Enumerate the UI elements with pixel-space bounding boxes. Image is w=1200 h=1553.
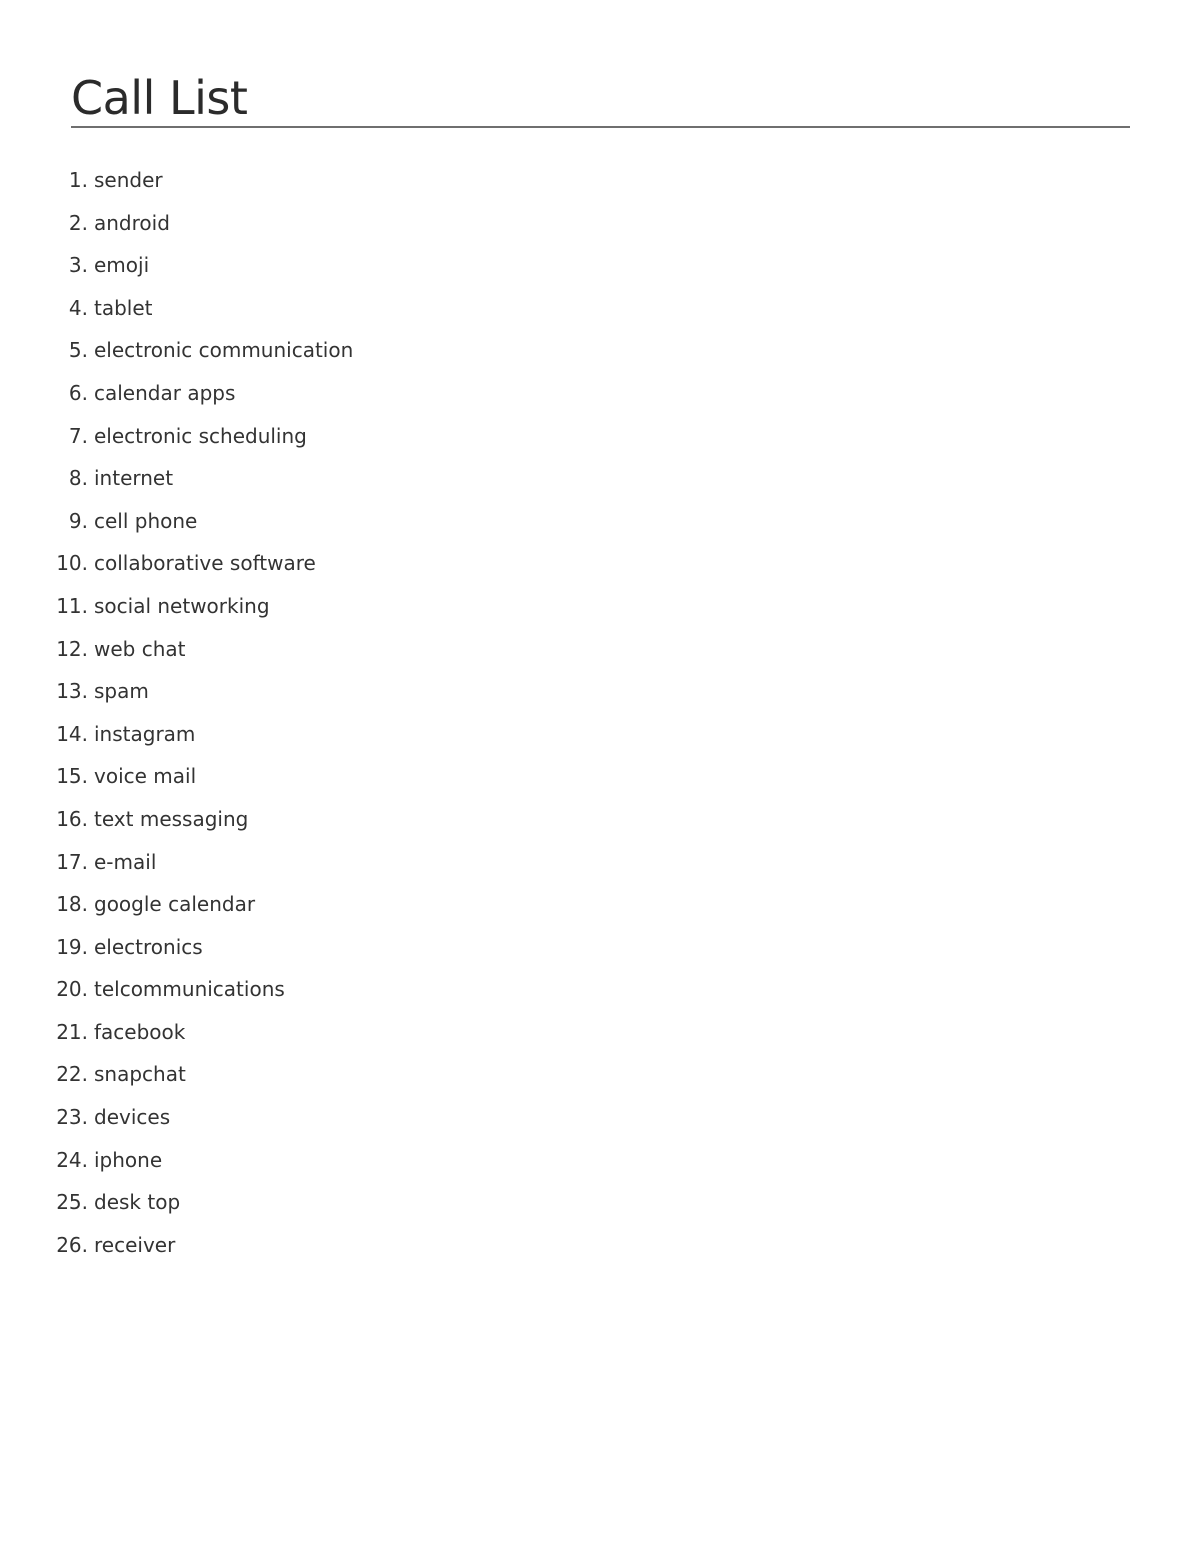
list-item-label: voice mail xyxy=(94,764,197,789)
list-item-number: 3. xyxy=(68,253,88,278)
list-item-label: cell phone xyxy=(94,508,198,533)
list-item-number: 20. xyxy=(56,977,88,1002)
title-divider xyxy=(71,126,1130,128)
list-item-label: spam xyxy=(94,679,149,704)
list-item-number: 7. xyxy=(68,423,88,448)
list-item-label: internet xyxy=(94,466,174,491)
list-item-number: 15. xyxy=(56,764,88,789)
list-item-label: telcommunications xyxy=(94,977,285,1002)
list-item-number: 4. xyxy=(68,295,88,320)
list-item-number: 10. xyxy=(56,551,88,576)
list-item-label: sender xyxy=(94,168,163,192)
list-item-label: web chat xyxy=(94,636,186,661)
page-title: Call List xyxy=(71,71,248,125)
list-item-label: collaborative software xyxy=(94,551,316,576)
list-item-number: 1. xyxy=(68,168,88,192)
list-item-label: e-mail xyxy=(94,849,157,874)
list-item-number: 11. xyxy=(56,593,88,618)
list-item-label: iphone xyxy=(94,1147,163,1172)
list-item-number: 5. xyxy=(68,338,88,363)
list-item-number: 16. xyxy=(56,806,88,831)
list-item-label: electronic communication xyxy=(94,338,354,363)
list-item-number: 24. xyxy=(56,1147,88,1172)
list-item-label: tablet xyxy=(94,295,153,320)
list-item-number: 22. xyxy=(56,1062,88,1087)
list-item-label: devices xyxy=(94,1105,171,1130)
list-item-label: facebook xyxy=(94,1019,186,1044)
list-item-label: social networking xyxy=(94,593,270,618)
list-item-number: 13. xyxy=(56,679,88,704)
list-item-number: 9. xyxy=(68,508,88,533)
list-item-number: 14. xyxy=(56,721,88,746)
list-item-number: 25. xyxy=(56,1190,88,1215)
list-item-label: instagram xyxy=(94,721,196,746)
list-item-number: 23. xyxy=(56,1105,88,1130)
list-item-label: emoji xyxy=(94,253,150,278)
list-item-number: 21. xyxy=(56,1019,88,1044)
list-item-number: 19. xyxy=(56,934,88,959)
list-item-label: snapchat xyxy=(94,1062,186,1087)
list-item-label: text messaging xyxy=(94,806,249,831)
list-item-number: 12. xyxy=(56,636,88,661)
list-item-number: 17. xyxy=(56,849,88,874)
list-item-label: android xyxy=(94,210,170,235)
list-item-number: 26. xyxy=(56,1232,88,1257)
list-item-number: 2. xyxy=(68,210,88,235)
list-item-number: 8. xyxy=(68,466,88,491)
list-item-label: google calendar xyxy=(94,892,256,917)
list-item-number: 18. xyxy=(56,892,88,917)
list-item-number: 6. xyxy=(68,380,88,405)
list-item-label: electronic scheduling xyxy=(94,423,307,448)
list-item-label: electronics xyxy=(94,934,203,959)
list-item-label: receiver xyxy=(94,1232,176,1257)
list-item-label: calendar apps xyxy=(94,380,236,405)
list-item-label: desk top xyxy=(94,1190,181,1215)
